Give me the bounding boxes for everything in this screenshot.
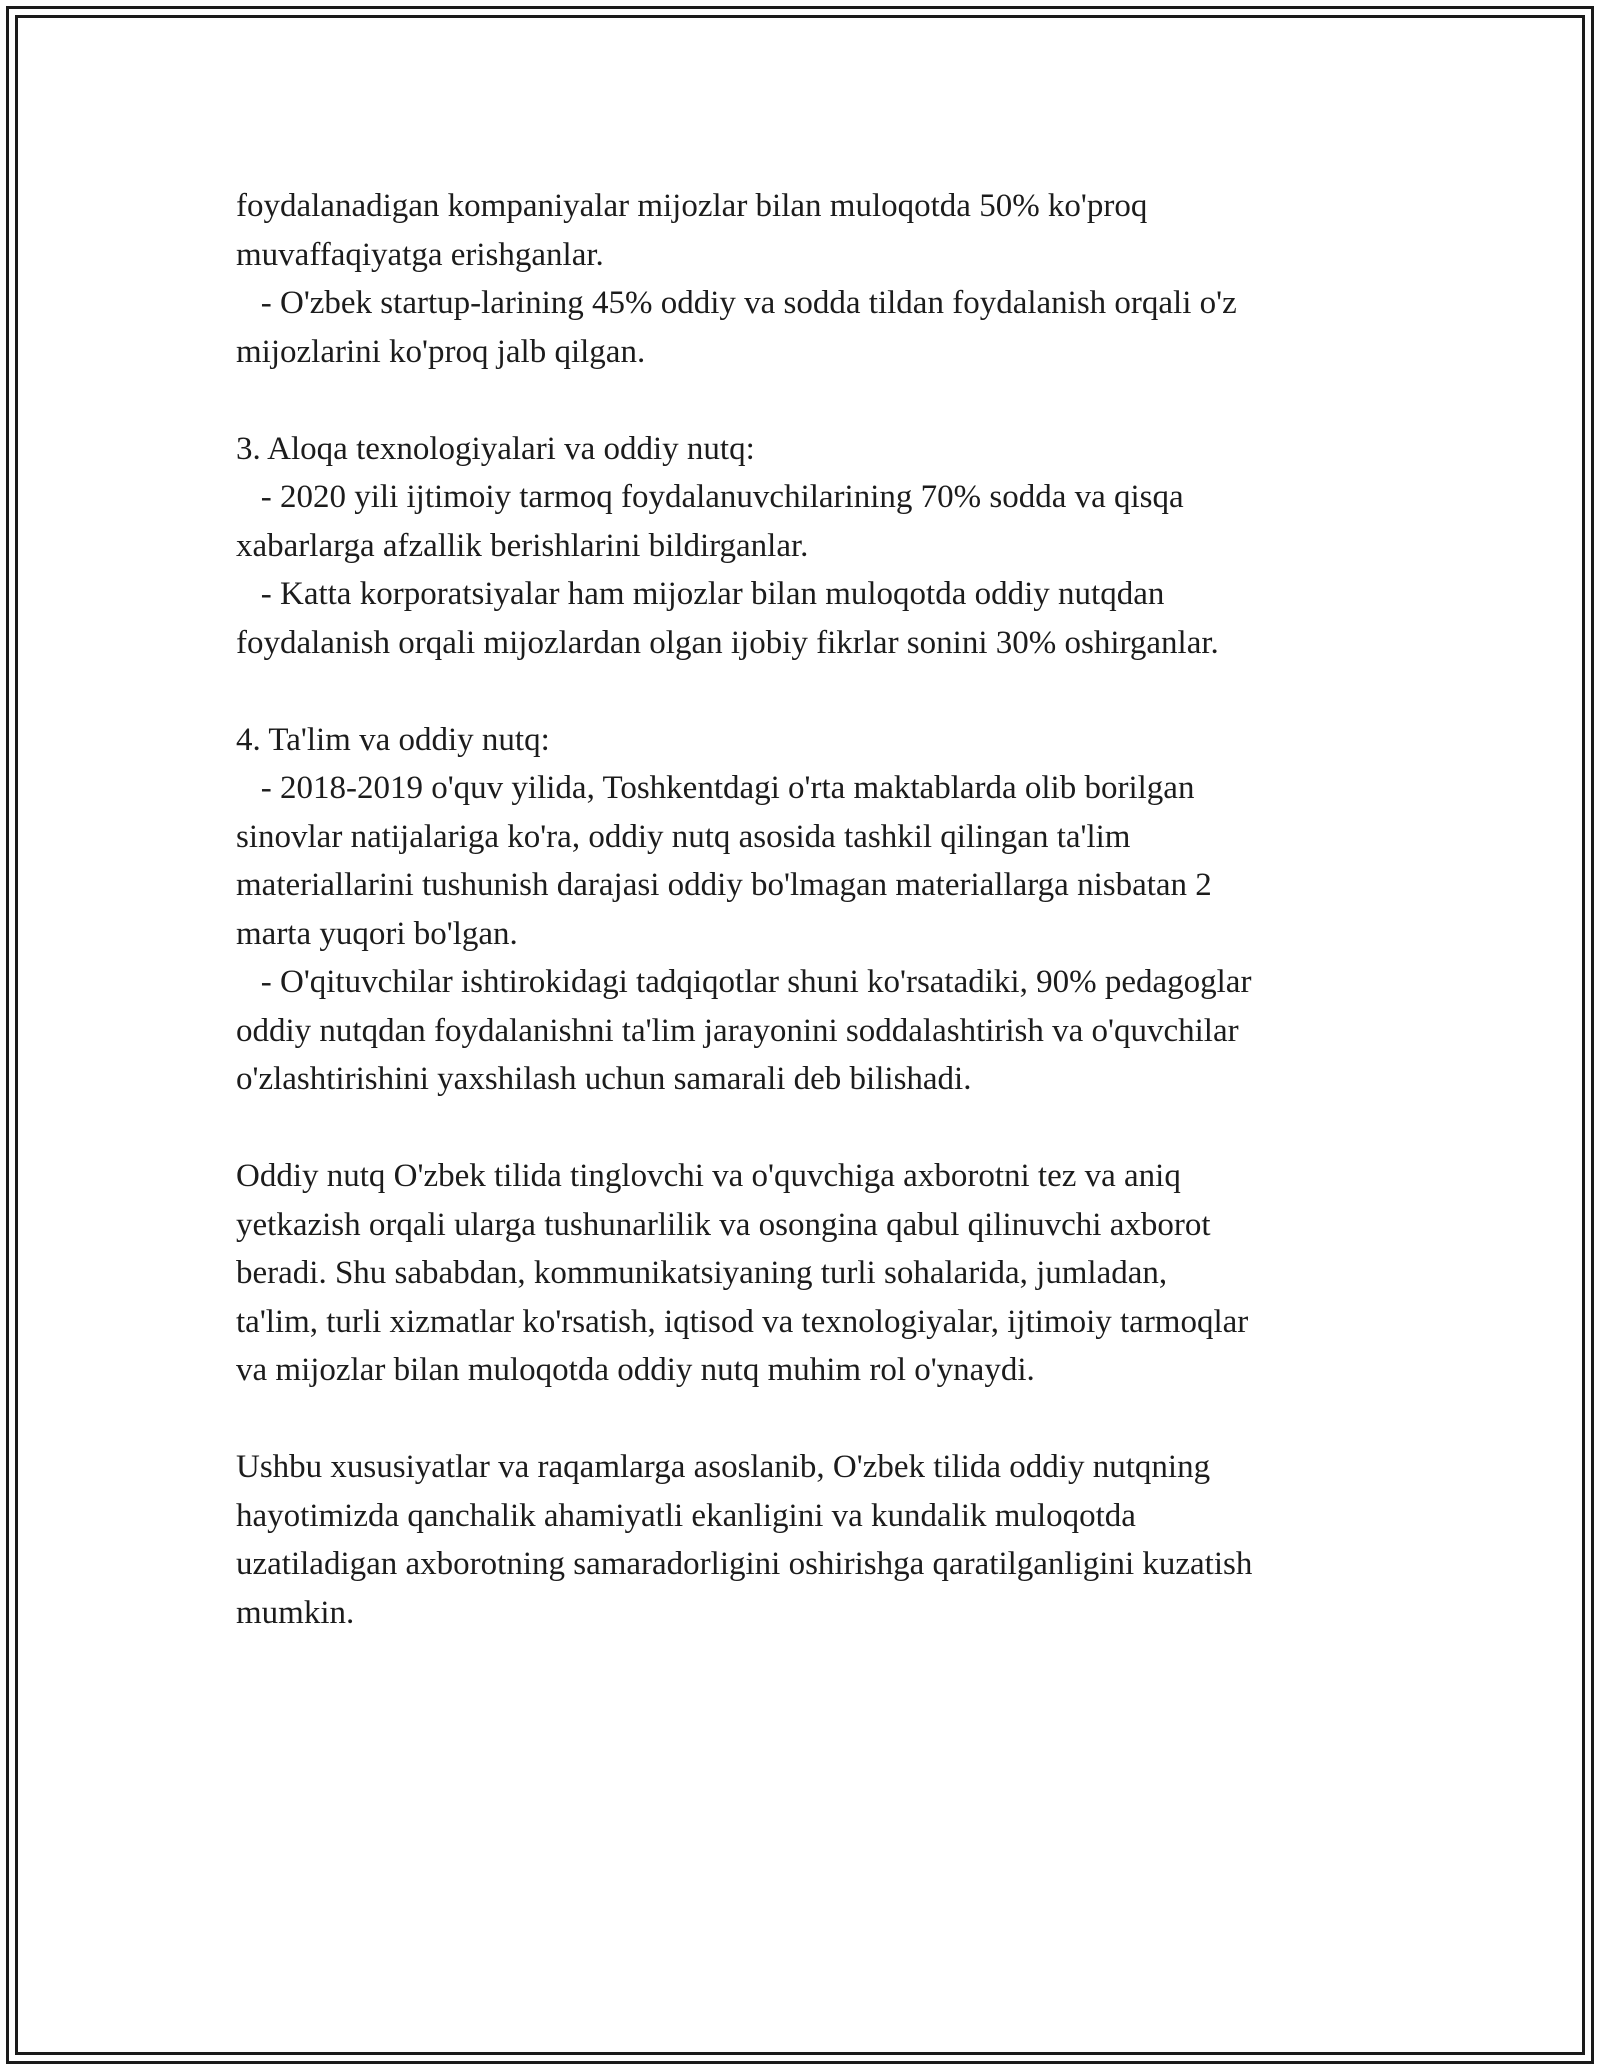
section-4-paragraph xyxy=(236,716,1396,1104)
text-line: va mijozlar bilan muloqotda oddiy nutq muhim rol o'ynaydi. xyxy=(236,1352,1035,1388)
text-line: foydalanadigan kompaniyalar mijozlar bilan muloqotda 50% ko'proq xyxy=(236,188,1148,224)
paragraph-spacer xyxy=(236,667,1396,716)
text-line: Oddiy nutq O'zbek tilida tinglovchi va o'quvchiga axborotni tez va aniq xyxy=(236,1158,1181,1194)
paragraph-spacer xyxy=(236,1395,1396,1444)
text-line: foydalanish orqali mijozlardan olgan ijobiy fikrlar sonini 30% oshirganlar. xyxy=(236,624,1219,661)
text-line: marta yuqori bo'lgan. xyxy=(236,915,518,952)
text-line: o'zlashtirishini yaxshilash uchun samarali deb bilishadi. xyxy=(236,1061,972,1097)
text-line: hayotimizda qanchalik ahamiyatli ekanligini va kundalik muloqotda xyxy=(236,1497,1136,1534)
text-line: mijozlarini ko'proq jalb qilgan. xyxy=(236,333,646,370)
text-line: uzatiladigan axborotning samaradorligini oshirishga qaratilganligini kuzatish xyxy=(236,1546,1253,1582)
section-heading: 3. Aloqa texnologiyalari va oddiy nutq: xyxy=(236,430,755,467)
summary-paragraph xyxy=(236,1152,1396,1395)
text-line: muvaffaqiyatga erishganlar. xyxy=(236,236,604,273)
text-line: - 2020 yili ijtimoiy tarmoq foydalanuvchilarining 70% sodda va qisqa xyxy=(236,479,1184,515)
text-line: sinovlar natijalariga ko'ra, oddiy nutq asosida tashkil qilingan ta'lim xyxy=(236,818,1131,855)
section-3-paragraph xyxy=(236,425,1396,668)
paragraph-spacer xyxy=(236,1104,1396,1153)
paragraph-continuation xyxy=(236,182,1396,376)
conclusion-paragraph xyxy=(236,1443,1396,1637)
text-line: - O'qituvchilar ishtirokidagi tadqiqotlar shuni ko'rsatadiki, 90% pedagoglar xyxy=(236,964,1252,1000)
text-line: yetkazish orqali ularga tushunarlilik va osongina qabul qilinuvchi axborot xyxy=(236,1206,1211,1243)
paragraph-spacer xyxy=(236,376,1396,425)
text-line: - O'zbek startup-larining 45% oddiy va sodda tildan foydalanish orqali o'z xyxy=(236,285,1237,321)
document-body xyxy=(236,182,1396,1637)
text-line: mumkin. xyxy=(236,1594,355,1631)
text-line: xabarlarga afzallik berishlarini bildirganlar. xyxy=(236,527,809,564)
text-line: materiallarini tushunish darajasi oddiy bo'lmagan materiallarga nisbatan 2 xyxy=(236,867,1212,903)
text-line: oddiy nutqdan foydalanishni ta'lim jarayonini soddalashtirish va o'quvchilar xyxy=(236,1012,1239,1049)
text-line: Ushbu xususiyatlar va raqamlarga asoslanib, O'zbek tilida oddiy nutqning xyxy=(236,1449,1211,1485)
text-line: - 2018-2019 o'quv yilida, Toshkentdagi o'rta maktablarda olib borilgan xyxy=(236,770,1195,806)
text-line: - Katta korporatsiyalar ham mijozlar bilan muloqotda oddiy nutqdan xyxy=(236,576,1165,612)
text-line: ta'lim, turli xizmatlar ko'rsatish, iqtisod va texnologiyalar, ijtimoiy tarmoqlar xyxy=(236,1303,1249,1340)
text-line: beradi. Shu sababdan, kommunikatsiyaning turli sohalarida, jumladan, xyxy=(236,1255,1168,1291)
section-heading: 4. Ta'lim va oddiy nutq: xyxy=(236,721,550,758)
